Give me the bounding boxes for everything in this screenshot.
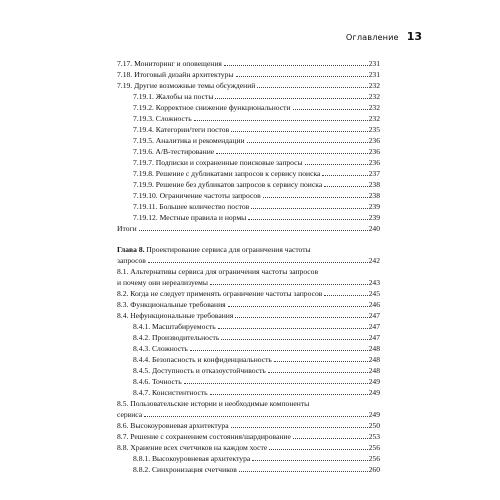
toc-dot-leader bbox=[269, 449, 367, 450]
toc-entry bbox=[117, 420, 380, 431]
toc-entry-page: 239 bbox=[368, 202, 380, 211]
toc-dot-leader bbox=[274, 361, 368, 362]
toc-entry-page: 235 bbox=[368, 125, 380, 134]
toc-entry bbox=[117, 310, 380, 321]
toc-entry-page: 249 bbox=[368, 377, 380, 386]
toc-subentry bbox=[117, 365, 380, 376]
toc-entry-text: 8.8.2. Синхронизация счетчиков bbox=[133, 465, 237, 474]
toc-entry bbox=[117, 80, 380, 91]
toc-entry-text-cont: и почему они нереализуемы bbox=[117, 278, 208, 287]
toc-entry-text: 8.4.4. Безопасность и конфиденциальность bbox=[133, 355, 272, 364]
toc-entry-text: 7.19.11. Большее количество постов bbox=[133, 202, 250, 211]
toc-dot-leader bbox=[148, 262, 368, 263]
toc-entry bbox=[117, 69, 380, 80]
toc-subentry bbox=[117, 91, 380, 102]
toc-entry-text: 8.4. Нефункциональные требования bbox=[117, 311, 234, 320]
toc-dot-leader bbox=[263, 197, 368, 198]
toc-entry-page: 240 bbox=[368, 224, 380, 233]
toc-subentry bbox=[117, 190, 380, 201]
toc-entry-page: 231 bbox=[368, 70, 380, 79]
toc-dot-leader bbox=[190, 350, 368, 351]
toc-subentry bbox=[117, 387, 380, 398]
toc-entry-text: 8.8. Хранение всех счетчиков на каждом хосте bbox=[117, 443, 268, 452]
toc-entry-text: 8.7. Решение с сохранением состояния/шардирование bbox=[117, 432, 291, 441]
toc-entry-page: 260 bbox=[368, 465, 380, 474]
toc-entry-page: 232 bbox=[368, 103, 380, 112]
toc-subentry bbox=[117, 212, 380, 223]
toc-entry bbox=[117, 223, 380, 234]
toc-subentry bbox=[117, 354, 380, 365]
toc-entry-page: 253 bbox=[368, 432, 380, 441]
toc-dot-leader bbox=[139, 230, 368, 231]
toc-subentry bbox=[117, 124, 380, 135]
toc-entry-page: 236 bbox=[368, 136, 380, 145]
toc-entry-text: Итоги bbox=[117, 224, 137, 233]
toc-subentry bbox=[117, 321, 380, 332]
toc-entry-text: 7.19.5. Аналитика и рекомендации bbox=[133, 136, 245, 145]
toc-dot-leader bbox=[268, 372, 368, 373]
toc-entry-page: 256 bbox=[368, 454, 380, 463]
toc-dot-leader bbox=[184, 383, 368, 384]
toc-dot-leader bbox=[194, 120, 368, 121]
toc-entry-text: 8.4.3. Сложность bbox=[133, 344, 188, 353]
toc-subentry bbox=[117, 201, 380, 212]
toc-entry bbox=[117, 299, 380, 310]
toc-entry-text: 7.19. Другие возможные темы обсуждений bbox=[117, 81, 256, 90]
toc-entry-text: 8.5. Пользовательские истории и необходимые компоненты bbox=[117, 399, 310, 408]
toc-entry-page: 248 bbox=[368, 366, 380, 375]
toc-entry-page: 248 bbox=[368, 344, 380, 353]
chapter-title-line2: запросов bbox=[117, 256, 146, 265]
toc-entry-text: 7.18. Итоговый дизайн архитектуры bbox=[117, 70, 234, 79]
toc-dot-leader bbox=[216, 153, 367, 154]
toc-entry-page: 239 bbox=[368, 213, 380, 222]
toc-subentry bbox=[117, 464, 380, 475]
toc-entry bbox=[117, 288, 380, 299]
toc-entry-page: 236 bbox=[368, 147, 380, 156]
toc-entry-text: 8.1. Альтернативы сервиса для ограничения частоты запросов bbox=[117, 267, 319, 276]
toc-dot-leader bbox=[144, 416, 367, 417]
chapter-label: Глава 8. bbox=[117, 245, 145, 254]
toc-entry-text: 7.19.6. A/B-тестирование bbox=[133, 147, 215, 156]
toc-entry-text: 8.6. Высокоуровневая архитектура bbox=[117, 421, 229, 430]
toc-dot-leader bbox=[221, 339, 367, 340]
toc-dot-leader bbox=[247, 142, 368, 143]
toc-entry-text: 7.19.4. Категории/теги постов bbox=[133, 125, 230, 134]
header-title: Оглавление bbox=[345, 32, 399, 42]
toc-subentry bbox=[117, 179, 380, 190]
toc-subentry bbox=[117, 157, 380, 168]
toc-entry-page: 232 bbox=[368, 92, 380, 101]
toc-entry-page: 231 bbox=[368, 59, 380, 68]
toc-entry-text: 8.4.5. Доступность и отказоустойчивость bbox=[133, 366, 266, 375]
toc-dot-leader bbox=[235, 317, 367, 318]
toc-subentry bbox=[117, 343, 380, 354]
toc-entry bbox=[117, 431, 380, 442]
toc-entry-text: 8.4.1. Масштабируемость bbox=[133, 322, 216, 331]
toc-entry bbox=[117, 58, 380, 69]
toc-subentry bbox=[117, 113, 380, 124]
toc-subentry bbox=[117, 135, 380, 146]
toc-entry-multiline bbox=[117, 266, 380, 288]
toc-entry-text: 8.4.7. Консистентность bbox=[133, 388, 208, 397]
toc-entry-page: 248 bbox=[368, 355, 380, 364]
table-of-contents bbox=[117, 58, 380, 475]
toc-entry-text: 7.19.9. Решение без дубликатов запросов к сервису поиска bbox=[133, 180, 323, 189]
toc-subentry bbox=[117, 376, 380, 387]
toc-entry-text-cont: сервиса bbox=[117, 410, 143, 419]
toc-entry-text: 7.19.7. Подписки и сохраненные поисковые запросы bbox=[133, 158, 303, 167]
toc-entry-text: 7.19.8. Решение с дубликатами запросов к сервису поиска bbox=[133, 169, 321, 178]
toc-entry-page: 232 bbox=[368, 81, 380, 90]
toc-subentry bbox=[117, 168, 380, 179]
toc-subentry bbox=[117, 453, 380, 464]
toc-entry-text: 7.19.10. Ограничение частоты запросов bbox=[133, 191, 261, 200]
toc-dot-leader bbox=[293, 438, 368, 439]
toc-dot-leader bbox=[231, 427, 368, 428]
toc-dot-leader bbox=[215, 98, 367, 99]
toc-entry-page: 236 bbox=[368, 158, 380, 167]
toc-entry-page: 249 bbox=[368, 410, 380, 419]
toc-entry-page: 250 bbox=[368, 421, 380, 430]
toc-entry-page: 247 bbox=[368, 333, 380, 342]
toc-entry-page: 245 bbox=[368, 289, 380, 298]
header-page-number: 13 bbox=[406, 30, 422, 43]
running-header bbox=[346, 30, 422, 43]
toc-subentry bbox=[117, 146, 380, 157]
toc-entry-text: 8.2. Когда не следует применять ограничение частоты запросов bbox=[117, 289, 323, 298]
toc-chapter-entry bbox=[117, 244, 380, 266]
toc-dot-leader bbox=[231, 131, 367, 132]
toc-dot-leader bbox=[252, 460, 367, 461]
toc-dot-leader bbox=[305, 164, 368, 165]
toc-entry-page: 242 bbox=[368, 256, 380, 265]
toc-dot-leader bbox=[322, 175, 367, 176]
toc-dot-leader bbox=[210, 284, 368, 285]
toc-entry-text: 8.3. Функциональные требования bbox=[117, 300, 226, 309]
toc-entry-page: 247 bbox=[368, 322, 380, 331]
toc-dot-leader bbox=[324, 295, 367, 296]
toc-entry-text: 7.19.1. Жалобы на посты bbox=[133, 92, 214, 101]
toc-entry-text: 7.19.12. Местные правила и нормы bbox=[133, 213, 247, 222]
toc-dot-leader bbox=[224, 65, 368, 66]
toc-subentry bbox=[117, 332, 380, 343]
toc-entry-page: 243 bbox=[368, 278, 380, 287]
chapter-spacer bbox=[117, 234, 380, 244]
toc-entry-text: 7.17. Мониторинг и оповещения bbox=[117, 59, 222, 68]
toc-dot-leader bbox=[293, 109, 368, 110]
toc-entry-page: 238 bbox=[368, 180, 380, 189]
toc-entry-text: 8.4.6. Точность bbox=[133, 377, 182, 386]
toc-dot-leader bbox=[228, 306, 368, 307]
toc-entry-text: 7.19.2. Корректное снижение функциональности bbox=[133, 103, 291, 112]
toc-entry-page: 232 bbox=[368, 114, 380, 123]
chapter-title-line1: Проектирование сервиса для ограничения частоты bbox=[144, 245, 311, 254]
toc-entry bbox=[117, 442, 380, 453]
toc-entry-page: 249 bbox=[368, 388, 380, 397]
toc-entry-text: 8.4.2. Производительность bbox=[133, 333, 220, 342]
toc-entry-text: 7.19.3. Сложность bbox=[133, 114, 192, 123]
toc-entry-page: 237 bbox=[368, 169, 380, 178]
toc-entry-multiline bbox=[117, 398, 380, 420]
toc-entry-page: 256 bbox=[368, 443, 380, 452]
toc-entry-page: 238 bbox=[368, 191, 380, 200]
toc-dot-leader bbox=[257, 87, 367, 88]
toc-dot-leader bbox=[251, 208, 367, 209]
toc-dot-leader bbox=[210, 394, 368, 395]
toc-entry-page: 246 bbox=[368, 300, 380, 309]
toc-dot-leader bbox=[324, 186, 367, 187]
toc-dot-leader bbox=[218, 328, 368, 329]
toc-dot-leader bbox=[236, 76, 368, 77]
toc-dot-leader bbox=[239, 471, 368, 472]
toc-entry-text: 8.8.1. Высокоуровневая архитектура bbox=[133, 454, 251, 463]
toc-entry-page: 247 bbox=[368, 311, 380, 320]
toc-subentry bbox=[117, 102, 380, 113]
toc-dot-leader bbox=[248, 219, 367, 220]
